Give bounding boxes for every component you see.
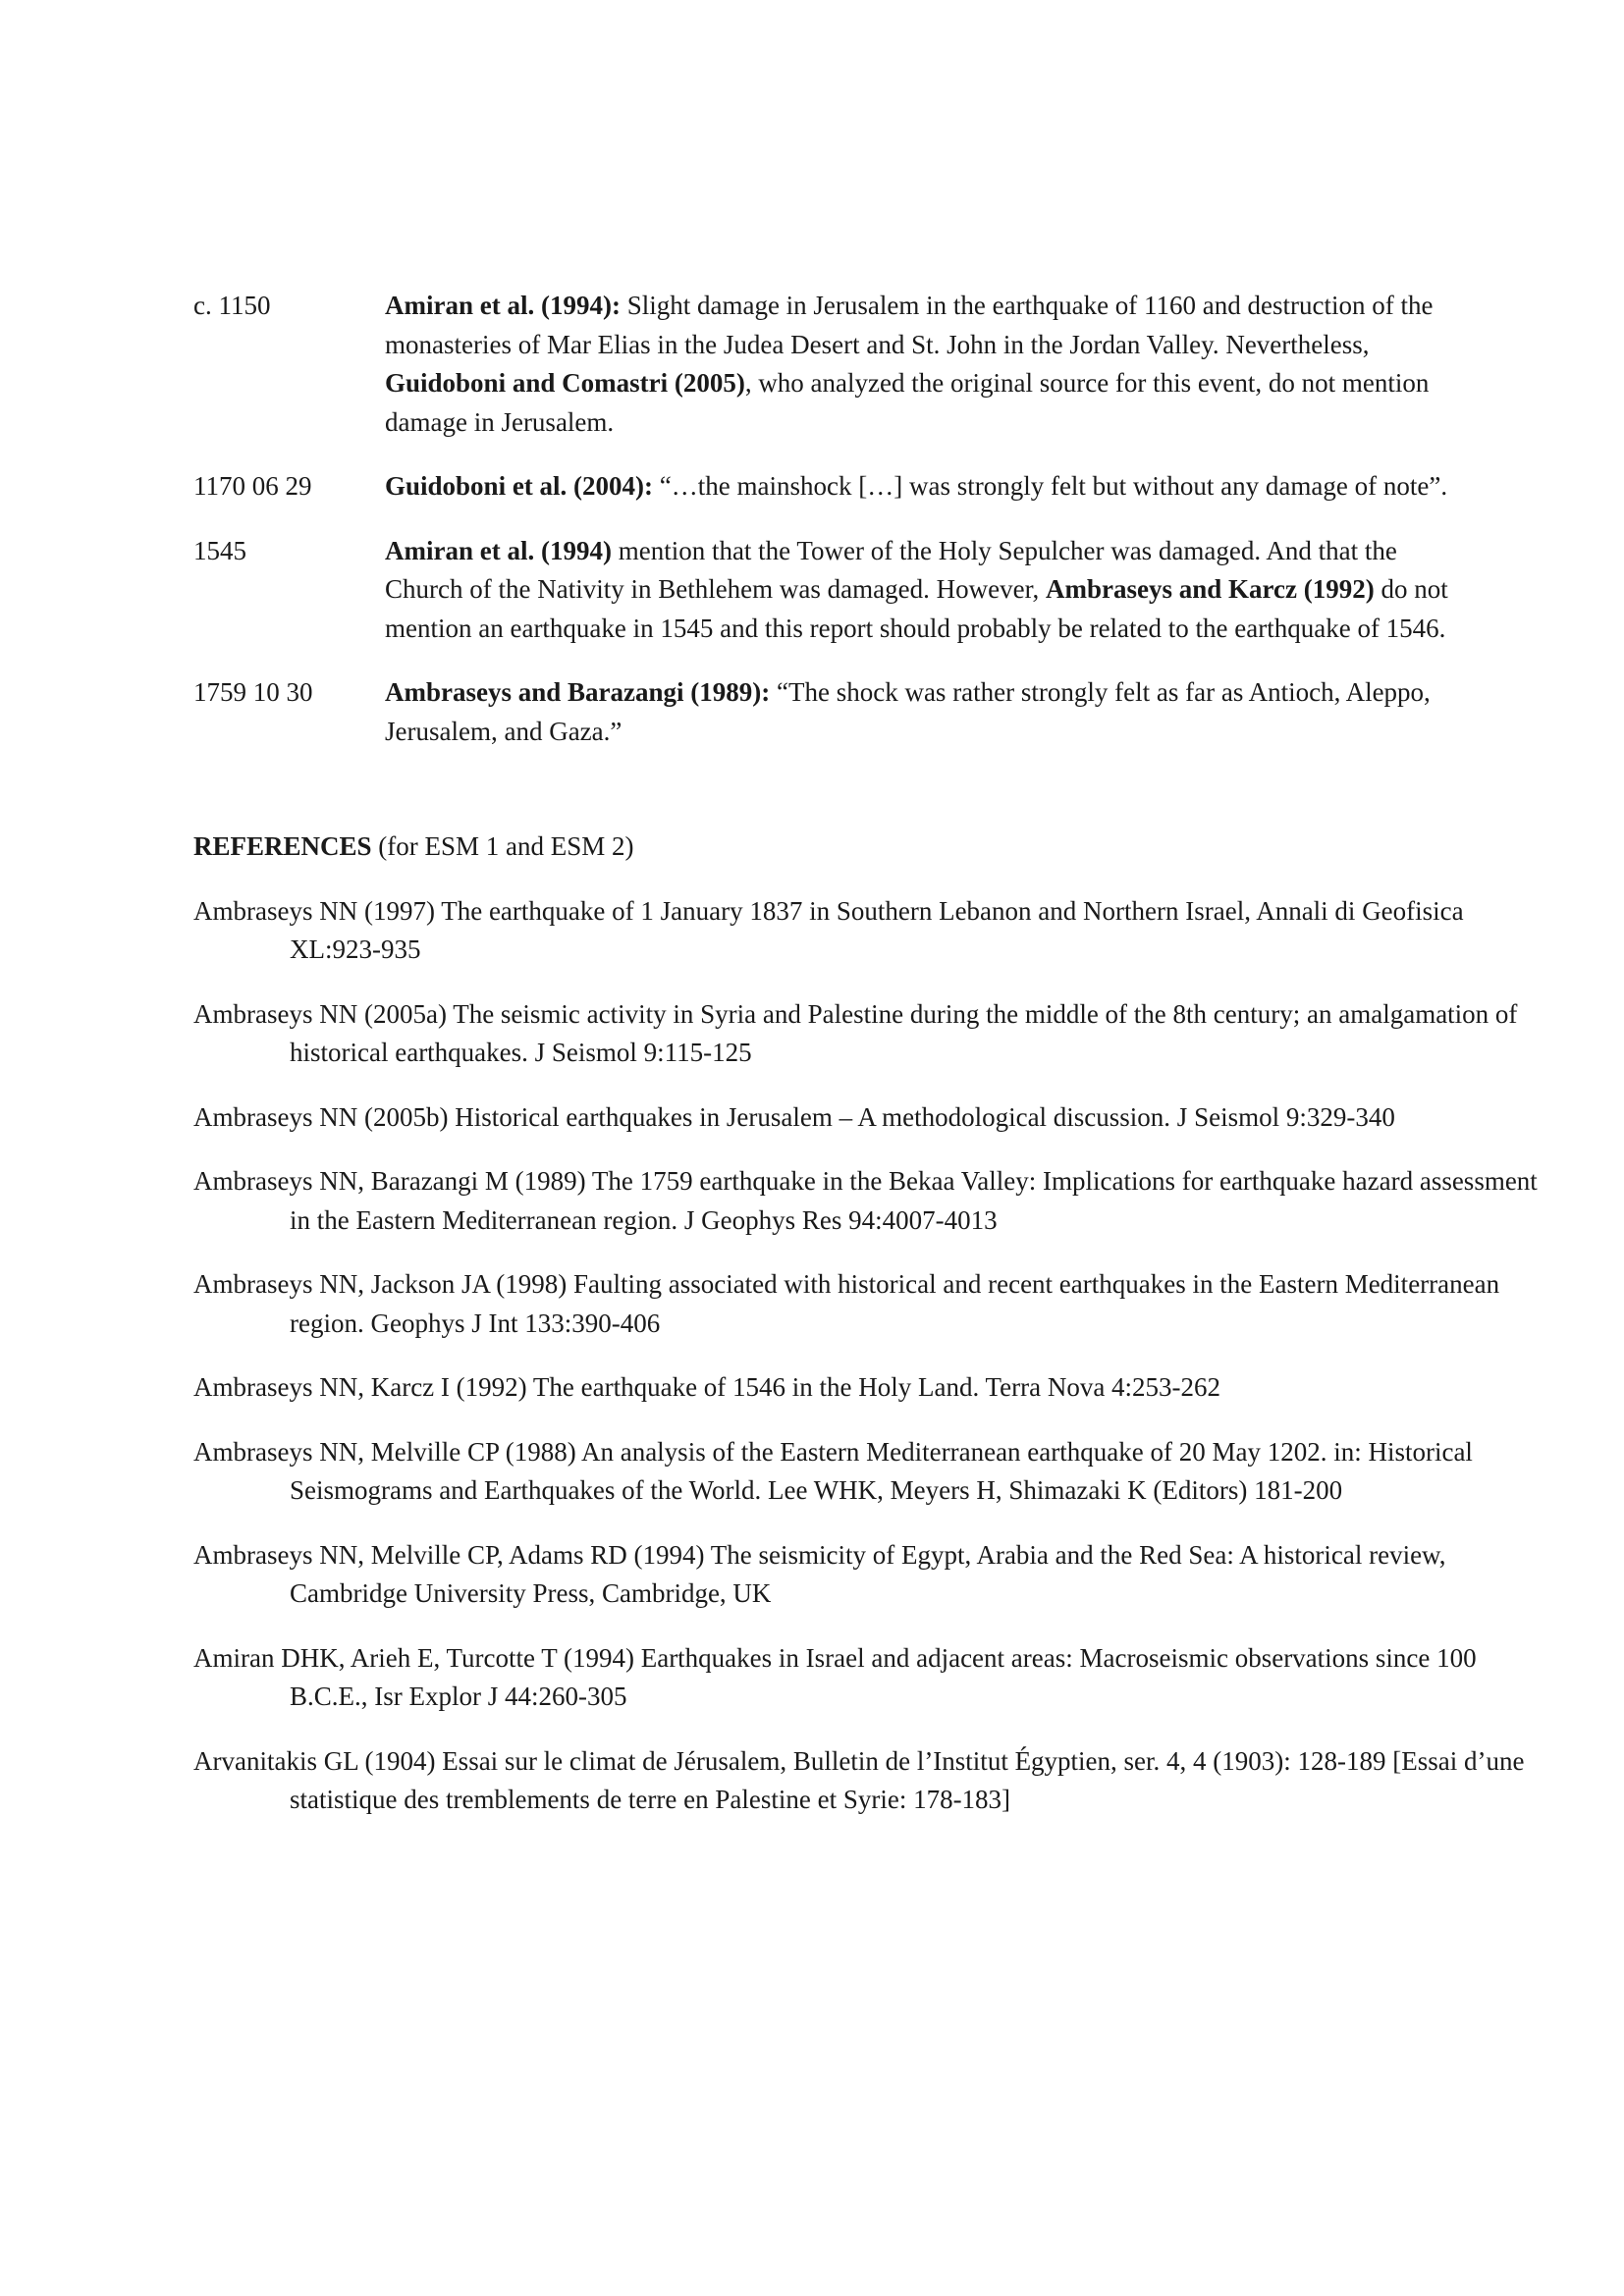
references-heading-bold: REFERENCES <box>193 831 372 861</box>
references-heading-note: (for ESM 1 and ESM 2) <box>371 831 634 861</box>
entry-body: mention that the Tower of the Holy Sepulcher was damaged. And that the Church of the Nativity in Bethlehem was damaged. However, <box>385 535 1397 604</box>
reference-item: Amiran DHK, Arieh E, Turcotte T (1994) Earthquakes in Israel and adjacent areas: Macroseismic observations since 100 B.C.E., Isr Explor J 44:260-305 <box>193 1642 1477 1711</box>
entry-text <box>385 532 1455 649</box>
entry-date: c. 1150 <box>193 291 271 320</box>
entry-text <box>385 287 1455 442</box>
earthquake-entry <box>193 467 1470 507</box>
entry-text <box>385 673 1455 751</box>
entry-date: 1759 10 30 <box>193 677 313 707</box>
entry-body: “…the mainshock […] was strongly felt but without any damage of note”. <box>653 471 1448 501</box>
reference-item: Ambraseys NN, Barazangi M (1989) The 1759 earthquake in the Bekaa Valley: Implications for earthquake hazard assessment in the Eastern Mediterranean region. J Geophys Res 94:4007-4013 <box>193 1166 1538 1235</box>
citation-bold: Ambraseys and Karcz (1992) <box>1045 574 1375 604</box>
citation-bold: Guidoboni and Comastri (2005) <box>385 368 745 398</box>
citation-bold: Amiran et al. (1994): <box>385 291 621 320</box>
reference-item: Ambraseys NN, Melville CP, Adams RD (1994) The seismicity of Egypt, Arabia and the Red Sea: A historical review, Cambridge University Press, Cambridge, UK <box>193 1539 1446 1608</box>
entry-date: 1170 06 29 <box>193 471 312 501</box>
reference-item: Ambraseys NN (2005b) Historical earthquakes in Jerusalem – A methodological discussion. J Seismol 9:329-340 <box>193 1101 1395 1132</box>
document-page <box>193 287 1538 1845</box>
entry-date: 1545 <box>193 535 246 565</box>
entry-body: “The shock was rather strongly felt as far as Antioch, Aleppo, Jerusalem, and Gaza.” <box>385 677 1431 746</box>
reference-item: Arvanitakis GL (1904) Essai sur le climat de Jérusalem, Bulletin de l’Institut Égyptien, ser. 4, 4 (1903): 128-189 [Essai d’une statistique des tremblements de terre en Palestine et Syrie: 178-183] <box>193 1745 1525 1814</box>
entry-body: do not mention an earthquake in 1545 and this report should probably be related to the earthquake of 1546. <box>385 574 1448 643</box>
citation-bold: Ambraseys and Barazangi (1989): <box>385 677 771 707</box>
references-heading <box>193 828 1470 867</box>
reference-item: Ambraseys NN (1997) The earthquake of 1 January 1837 in Southern Lebanon and Northern Israel, Annali di Geofisica XL:923-935 <box>193 895 1464 964</box>
earthquake-entry <box>193 673 1470 751</box>
entry-body: , who analyzed the original source for this event, do not mention damage in Jerusalem. <box>385 368 1430 437</box>
reference-item: Ambraseys NN, Jackson JA (1998) Faulting associated with historical and recent earthquakes in the Eastern Mediterranean region. Geophys J Int 133:390-406 <box>193 1269 1500 1338</box>
entry-text <box>385 467 1455 507</box>
citation-bold: Guidoboni et al. (2004): <box>385 471 654 501</box>
earthquake-entry <box>193 287 1470 442</box>
reference-item: Ambraseys NN, Melville CP (1988) An analysis of the Eastern Mediterranean earthquake of 20 May 1202. in: Historical Seismograms and Earthquakes of the World. Lee WHK, Meyers H, Shimazaki K (Editors) 181-200 <box>193 1436 1473 1505</box>
earthquake-entry <box>193 532 1470 649</box>
reference-item: Ambraseys NN, Karcz I (1992) The earthquake of 1546 in the Holy Land. Terra Nova 4:253-262 <box>193 1372 1221 1402</box>
entry-body: Slight damage in Jerusalem in the earthquake of 1160 and destruction of the monasteries of Mar Elias in the Judea Desert and St. John in the Jordan Valley. Nevertheless, <box>385 291 1434 359</box>
reference-item: Ambraseys NN (2005a) The seismic activity in Syria and Palestine during the middle of the 8th century; an amalgamation of historical earthquakes. J Seismol 9:115-125 <box>193 998 1518 1067</box>
citation-bold: Amiran et al. (1994) <box>385 535 612 565</box>
